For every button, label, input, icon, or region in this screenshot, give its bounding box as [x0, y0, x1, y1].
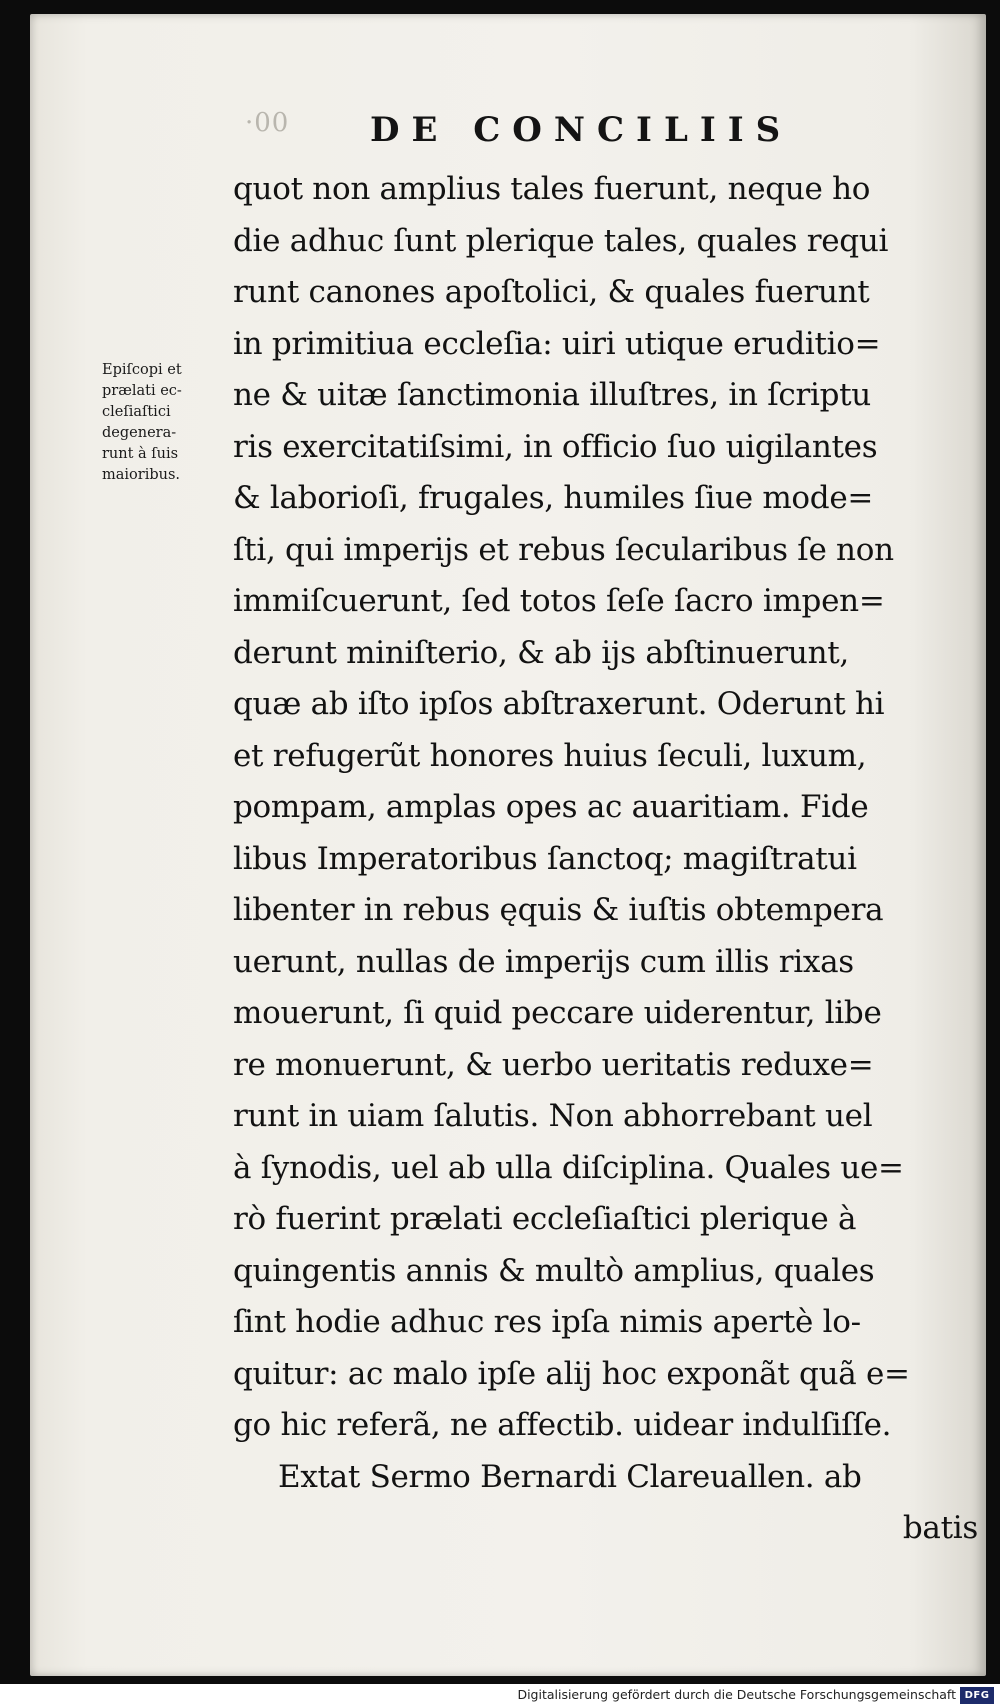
text-line: derunt miniſterio, & ab ijs abſtinuerunt, — [233, 634, 849, 671]
catchword: batis — [902, 1510, 978, 1546]
text-line: go hic referã, ne affectib. uidear indulſiſſe. — [233, 1407, 892, 1443]
marginal-note — [102, 360, 230, 486]
text-line: quæ ab iſto ipſos abſtraxerunt. Oderunt hi — [233, 686, 885, 722]
text-line: immiſcuerunt, ſed totos ſeſe ſacro impen= — [233, 583, 885, 619]
running-head: DE CONCILIIS — [370, 110, 793, 150]
text-line: die adhuc ſunt plerique tales, quales requi — [233, 222, 889, 259]
text-line: libus Imperatoribus ſanctoq; magiſtratui — [233, 840, 857, 877]
text-line: ne & uitæ ſanctimonia illuſtres, in ſcriptu — [233, 377, 871, 413]
text-line: & laborioſi, frugales, humiles ſiue mode= — [233, 480, 874, 516]
text-line: mouerunt, ſi quid peccare uiderentur, libe — [233, 995, 882, 1031]
marginal-note-line: Epiſcopi et — [102, 362, 182, 378]
text-line: quot non amplius tales fuerunt, neque ho — [233, 171, 871, 207]
funding-credit: Digitalisierung gefördert durch die Deutsche Forschungsgemeinschaft — [517, 1687, 956, 1702]
text-line: ſint hodie adhuc res ipſa nimis apertè lo- — [233, 1304, 861, 1340]
marginal-note-line: degenera- — [102, 425, 177, 441]
marginal-note-line: prælati ec- — [102, 383, 182, 399]
text-line-indented: Extat Sermo Bernardi Clareuallen. ab — [278, 1458, 862, 1495]
text-line: ſti, qui imperijs et rebus ſecularibus ſe non — [233, 531, 894, 568]
marginal-note-line: runt à ſuis — [102, 446, 179, 462]
text-line: uerunt, nullas de imperijs cum illis rixas — [233, 943, 854, 980]
text-line: ris exercitatiſsimi, in officio ſuo uigilantes — [233, 428, 878, 465]
text-line: re monuerunt, & uerbo ueritatis reduxe= — [233, 1046, 874, 1083]
footer-bar — [0, 1684, 1000, 1708]
page-number-faint: ·00 — [245, 108, 290, 138]
text-line: runt canones apoſtolici, & quales fuerunt — [233, 274, 870, 310]
text-line: quingentis annis & multò amplius, quales — [233, 1252, 875, 1289]
text-line: pompam, amplas opes ac auaritiam. Fide — [233, 789, 869, 825]
body-text — [233, 164, 988, 1555]
book-page — [30, 14, 986, 1676]
text-line: in primitiua eccleſia: uiri utique eruditio= — [233, 325, 881, 362]
text-line: rò fuerint prælati eccleſiaſtici plerique à — [233, 1201, 857, 1237]
text-line: et refugerũt honores huius ſeculi, luxum, — [233, 737, 867, 774]
dfg-logo: DFG — [960, 1687, 994, 1704]
marginal-note-line: cleſiaſtici — [102, 404, 171, 420]
text-line: libenter in rebus ęquis & iuſtis obtempera — [233, 892, 884, 928]
text-line: à ſynodis, uel ab ulla diſciplina. Quales ue= — [233, 1149, 904, 1186]
marginal-note-line: maioribus. — [102, 467, 181, 483]
text-line: quitur: ac malo ipſe alij hoc exponãt quã e= — [233, 1355, 910, 1392]
text-line: runt in uiam ſalutis. Non abhorrebant uel — [233, 1098, 873, 1134]
